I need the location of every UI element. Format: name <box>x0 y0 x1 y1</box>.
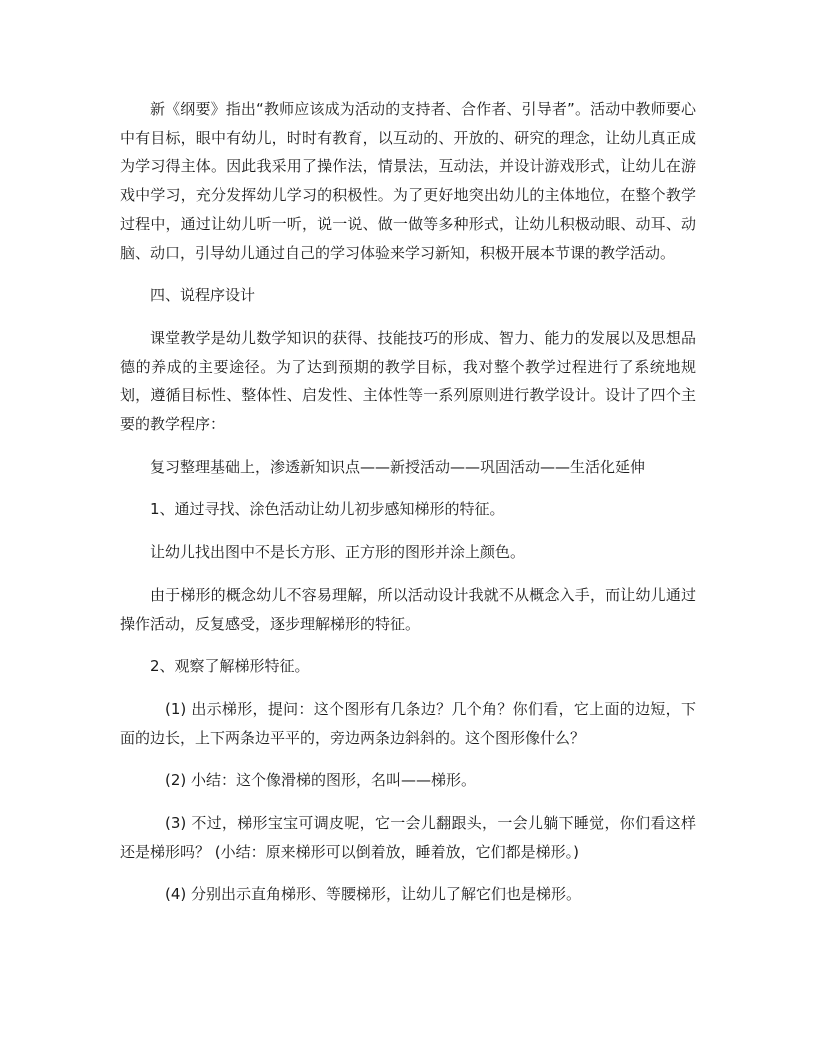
list-item-show-trapezoid: (1) 出示梯形，提问：这个图形有几条边？几个角？你们看，它上面的边短，下面的边长，上下两条边平平的，旁边两条边斜斜的。这个图形像什么？ <box>120 699 696 747</box>
paragraph-find-shapes: 让幼儿找出图中不是长方形、正方形的图形并涂上颜色。 <box>150 543 526 562</box>
paragraph-teaching-philosophy: 新《纲要》指出“教师应该成为活动的支持者、合作者、引导者”。活动中教师要心中有目标，眼中有幼儿，时时有教育，以互动的、开放的、研究的理念，让幼儿真正成为学习得主体。因此我采用了操作法，情景法，互动法，并设计游戏形式，让幼儿在游戏中学习，充分发挥幼儿学习的积极性。为了更好地突出幼儿的主体地位，在整个教学过程中，通过让幼儿听一听，说一说、做一做等多种形式，让幼儿积极动眼、动耳、动脑、动口，引导幼儿通过自己的学习体验来学习新知，积极开展本节课的教学活动。 <box>120 100 696 262</box>
paragraph-teaching-sequence: 复习整理基础上，渗透新知识点——新授活动——巩固活动——生活化延伸 <box>150 457 646 476</box>
list-item-orientation: (3) 不过，梯形宝宝可调皮呢，它一会儿翻跟头，一会儿躺下睡觉，你们看这样还是梯形吗？ (小结：原来梯形可以倒着放，睡着放，它们都是梯形。) <box>120 814 696 861</box>
document-body <box>120 95 696 923</box>
list-item-summary: (2) 小结：这个像滑梯的图形，名叫——梯形。 <box>165 771 477 790</box>
section-heading-program-design: 四、说程序设计 <box>150 286 256 305</box>
paragraph-step-1: 1、通过寻找、涂色活动让幼儿初步感知梯形的特征。 <box>150 500 505 519</box>
paragraph-step-2: 2、观察了解梯形特征。 <box>150 657 310 676</box>
paragraph-concept-explanation: 由于梯形的概念幼儿不容易理解，所以活动设计我就不从概念入手，而让幼儿通过操作活动，反复感受，逐步理解梯形的特征。 <box>120 585 696 633</box>
paragraph-classroom-teaching: 课堂教学是幼儿数学知识的获得、技能技巧的形成、智力、能力的发展以及思想品德的养成的主要途径。为了达到预期的教学目标，我对整个教学过程进行了系统地规划，遵循目标性、整体性、启发性、主体性等一系列原则进行教学设计。设计了四个主要的教学程序： <box>120 328 696 434</box>
list-item-trapezoid-types: (4) 分别出示直角梯形、等腰梯形，让幼儿了解它们也是梯形。 <box>165 885 582 904</box>
